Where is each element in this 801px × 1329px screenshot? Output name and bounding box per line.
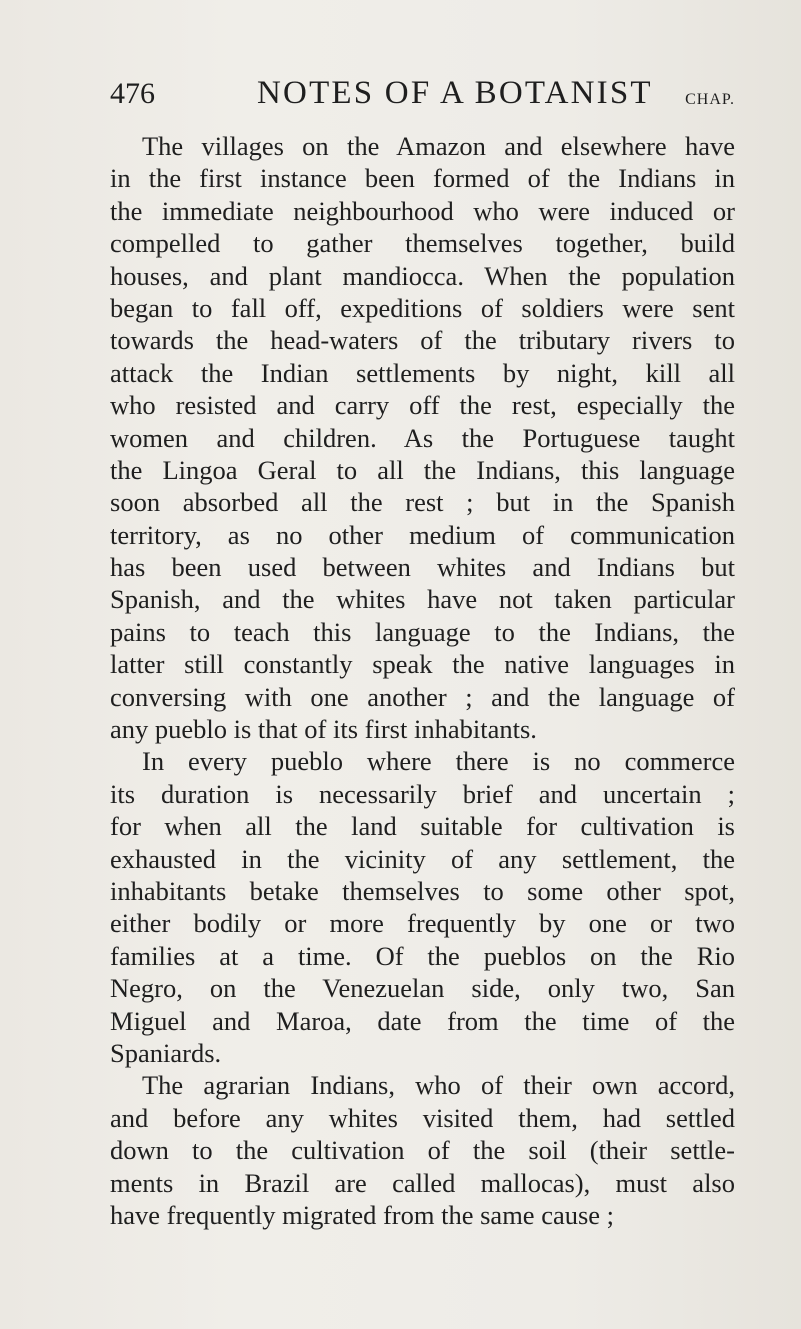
text-line: has been used between whites and Indians but (110, 552, 735, 583)
text-line: any pueblo is that of its first inhabitants. (110, 714, 537, 745)
text-line: down to the cultivation of the soil (their settle- (110, 1135, 735, 1166)
text-line: compelled to gather themselves together, build (110, 228, 735, 259)
running-title: NOTES OF A BOTANIST (257, 75, 653, 111)
text-line: have frequently migrated from the same cause ; (110, 1199, 615, 1230)
text-line: either bodily or more frequently by one or two (110, 908, 735, 939)
text-line: the immediate neighbourhood who were induced or (110, 195, 735, 226)
text-line: In every pueblo where there is no commerce (142, 746, 735, 777)
text-line: and before any whites visited them, had settled (110, 1102, 735, 1133)
text-line: conversing with one another ; and the language of (110, 681, 735, 712)
text-line: the Lingoa Geral to all the Indians, this language (110, 454, 735, 485)
text-line: latter still constantly speak the native languages in (110, 649, 735, 680)
text-line: The agrarian Indians, who of their own accord, (142, 1070, 735, 1101)
page-header (110, 66, 735, 114)
text-line: towards the head-waters of the tributary rivers to (110, 325, 735, 356)
text-line: women and children. As the Portuguese taught (110, 422, 735, 453)
text-line: for when all the land suitable for cultivation is (110, 811, 735, 842)
text-line: pains to teach this language to the Indians, the (110, 616, 735, 647)
text-line: houses, and plant mandiocca. When the population (110, 260, 735, 291)
text-line: Spanish, and the whites have not taken particular (110, 584, 735, 615)
text-line: families at a time. Of the pueblos on the Rio (110, 940, 735, 971)
paragraph (110, 745, 735, 1069)
text-line: exhausted in the vicinity of any settlement, the (110, 843, 735, 874)
paragraph (110, 1069, 735, 1231)
text-line: Miguel and Maroa, date from the time of the (110, 1005, 735, 1036)
text-line: who resisted and carry off the rest, especially the (110, 390, 735, 421)
text-line: began to fall off, expeditions of soldiers were sent (110, 292, 735, 323)
text-line: Negro, on the Venezuelan side, only two, San (110, 973, 735, 1004)
text-line: ments in Brazil are called mallocas), must also (110, 1167, 735, 1198)
chapter-mark: CHAP. (685, 91, 735, 108)
paragraph (110, 130, 735, 745)
text-line: its duration is necessarily brief and uncertain ; (110, 778, 735, 809)
body-text (110, 130, 735, 1290)
text-line: inhabitants betake themselves to some other spot, (110, 875, 735, 906)
text-line: The villages on the Amazon and elsewhere have (142, 131, 735, 161)
text-line: attack the Indian settlements by night, kill all (110, 357, 735, 388)
text-line: Spaniards. (110, 1037, 222, 1068)
text-line: in the first instance been formed of the Indians in (110, 163, 735, 194)
text-line: soon absorbed all the rest ; but in the Spanish (110, 487, 735, 518)
page-number: 476 (110, 77, 155, 110)
text-line: territory, as no other medium of communication (110, 519, 735, 550)
